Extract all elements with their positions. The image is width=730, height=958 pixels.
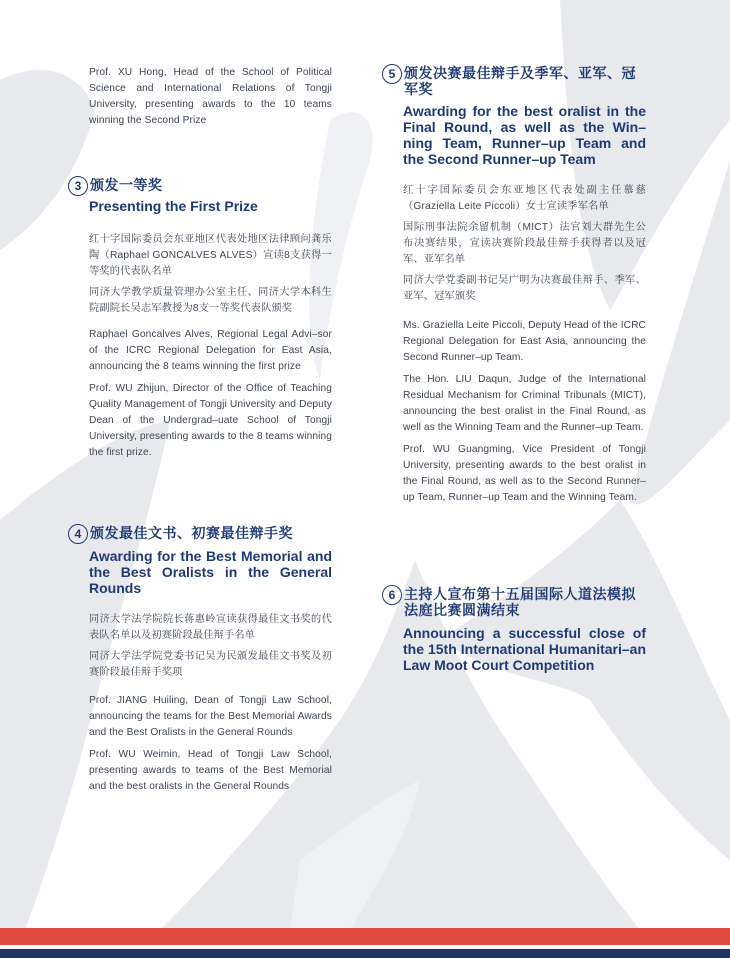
first-prize-cn-text-2: 同济大学教学质量管理办公室主任、同济大学本科生院副院长吴志军教授为8支一等奖代表队颁奖 bbox=[89, 287, 332, 314]
section-number-badge: 6 bbox=[382, 585, 402, 605]
section-title-cn: 颁发决赛最佳辩手及季军、亚军、冠军奖 bbox=[404, 65, 636, 97]
first-prize-cn-text-1: 红十字国际委员会东亚地区代表处地区法律顾问龚乐陶（Raphael GONCALVES ALVES）宣读8支获得一等奖的代表队名单 bbox=[89, 234, 332, 277]
section-title-en: Presenting the First Prize bbox=[89, 198, 258, 214]
section-6-header bbox=[382, 586, 646, 618]
section-title-cn: 颁发一等奖 bbox=[90, 177, 163, 193]
second-prize-en-text: Prof. XU Hong, Head of the School of Political Science and International Relations of Tongji University, presenting awards to the 10 teams winning the Second Prize bbox=[89, 67, 332, 126]
first-prize-block bbox=[89, 198, 332, 461]
final-round-en-text-3: Prof. WU Guangming, Vice President of Tongji University, presenting awards to the best oralist in the Final Round, as well as to the Second Runner–up Team, Runner–up Team and the Winning Team. bbox=[403, 444, 646, 503]
section-number-badge: 4 bbox=[68, 524, 88, 544]
section-5-header bbox=[382, 65, 646, 97]
final-round-cn-text-1: 红十字国际委员会东亚地区代表处副主任慕慈（Graziella Leite Piccoli）女士宣读季军名单 bbox=[403, 185, 646, 212]
footer-blue-stripe bbox=[0, 949, 730, 958]
footer-red-stripe bbox=[0, 928, 730, 945]
section-title-en: Announcing a successful close of the 15th International Humanitari–an Law Moot Court Competition bbox=[403, 625, 646, 673]
best-memorial-cn-text-2: 同济大学法学院党委书记吴为民颁发最佳文书奖及初赛阶段最佳辩手奖项 bbox=[89, 651, 332, 678]
second-prize-block bbox=[89, 65, 332, 129]
best-memorial-block bbox=[89, 548, 332, 795]
section-number-badge: 3 bbox=[68, 176, 88, 196]
final-round-block bbox=[403, 103, 646, 506]
first-prize-en-text-2: Prof. WU Zhijun, Director of the Office of Teaching Quality Management of Tongji University and Deputy Dean of the Undergrad–uate School of Tongji University, presenting awards to the 8 teams winning the first prize. bbox=[89, 383, 332, 458]
section-title-cn: 颁发最佳文书、初赛最佳辩手奖 bbox=[90, 525, 293, 541]
final-round-cn-text-2: 国际刑事法院余留机制（MICT）法官刘大群先生公布决赛结果，宣读决赛阶段最佳辩手获得者以及冠军、亚军名单 bbox=[403, 222, 646, 265]
first-prize-en-text-1: Raphael Goncalves Alves, Regional Legal Advi–sor of the ICRC Regional Delegation for East Asia, announcing the 8 teams winning the first prize bbox=[89, 329, 332, 372]
section-number-badge: 5 bbox=[382, 64, 402, 84]
section-title-en: Awarding for the Best Memorial and the Best Oralists in the General Rounds bbox=[89, 548, 332, 596]
final-round-en-text-2: The Hon. LIU Daqun, Judge of the International Residual Mechanism for Criminal Tribunals (MICT), announcing the best oralist in the Final Round, as well as the Winning Team and the Runner–up Team. bbox=[403, 374, 646, 433]
best-memorial-cn-text-1: 同济大学法学院院长蒋惠岭宣读获得最佳文书奖的代表队名单以及初赛阶段最佳辩手名单 bbox=[89, 614, 332, 641]
best-memorial-en-text-1: Prof. JIANG Huiling, Dean of Tongji Law School, announcing the teams for the Best Memorial Awards and the Best Oralists in the General Rounds bbox=[89, 695, 332, 738]
section-title-cn: 主持人宣布第十五届国际人道法模拟法庭比赛圆满结束 bbox=[404, 586, 636, 618]
closing-block bbox=[403, 625, 646, 673]
final-round-cn-text-3: 同济大学党委副书记吴广明为决赛最佳辩手、季军、亚军、冠军颁奖 bbox=[403, 275, 646, 302]
best-memorial-en-text-2: Prof. WU Weimin, Head of Tongji Law School, presenting awards to teams of the Best Memorial and the best oralists in the General Rounds bbox=[89, 749, 332, 792]
section-title-en: Awarding for the best oralist in the Final Round, as well as the Win–ning Team, Runner–up Team and the Second Runner–up Team bbox=[403, 103, 646, 167]
final-round-en-text-1: Ms. Graziella Leite Piccoli, Deputy Head of the ICRC Regional Delegation for East Asia, announcing the Second Runner–up Team. bbox=[403, 320, 647, 363]
